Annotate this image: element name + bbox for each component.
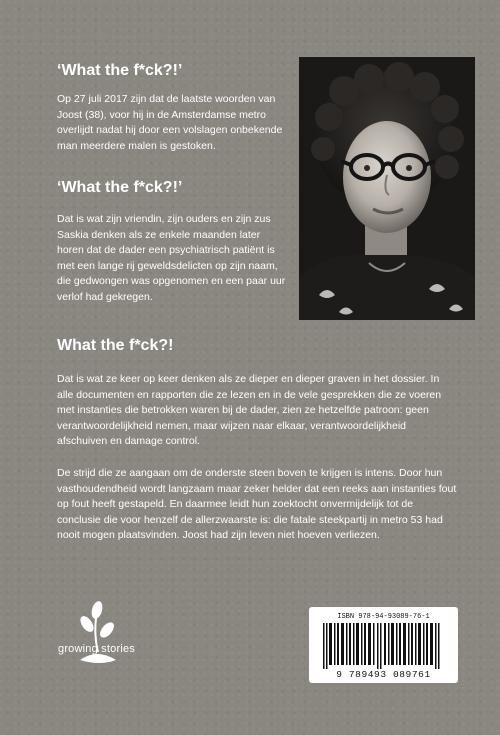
author-portrait-illustration (299, 57, 475, 320)
author-photo (299, 57, 475, 320)
isbn-label: ISBN 978-94-93089-76-1 (337, 613, 430, 621)
barcode-bars (317, 623, 450, 669)
publisher-logo-text: growing stories (58, 643, 135, 655)
isbn-digits: 9 789493 089761 (336, 669, 431, 680)
growing-stories-logo (52, 598, 138, 678)
paragraph-family: Dat is wat zijn vriendin, zijn ouders en zijn zus Saskia denken als ze enkele maanden later horen dat de dader een psychiatrisch patiënt is met een lange rij geweldsdelicten op zijn naam, die gedwongen was opgenomen en een paar uur verlof had gekregen. (57, 213, 286, 303)
paragraph-dossier: Dat is wat ze keer op keer denken als ze dieper en dieper graven in het dossier. In alle documenten en rapporten die ze lezen en in de vele gesprekken die ze voeren met instanties die betrokken waren bij de dader, zien ze hetzelfde patroon: geen verantwoordelijkheid nemen, maar wijzen naar elkaar, verantwoordelijkheid afschuiven en damage control. (57, 373, 442, 447)
heading-quote-3: What the f*ck?! (57, 337, 174, 354)
isbn-barcode (309, 607, 458, 683)
heading-quote-2: ‘What the f*ck?!’ (57, 179, 183, 196)
heading-quote-1: ‘What the f*ck?!’ (57, 62, 183, 79)
paragraph-conclusion: De strijd die ze aangaan om de onderste steen boven te krijgen is intens. Door hun vasthoudendheid wordt langzaam maar zeker helder dat een reeks aan instanties fout op fout heeft gestapeld. En daarmee leidt hun zoektocht onvermijdelijk tot de conclusie die voor henzelf de allerzwaarste is: die fatale steekpartij in metro 53 had nooit mogen plaatsvinden. Joost had zijn leven niet hoeven verliezen. (57, 467, 457, 541)
paragraph-intro: Op 27 juli 2017 zijn dat de laatste woorden van Joost (38), voor hij in de Amsterdamse metro overlijdt nadat hij door een volslagen onbekende man meerdere malen is gestoken. (57, 93, 283, 152)
